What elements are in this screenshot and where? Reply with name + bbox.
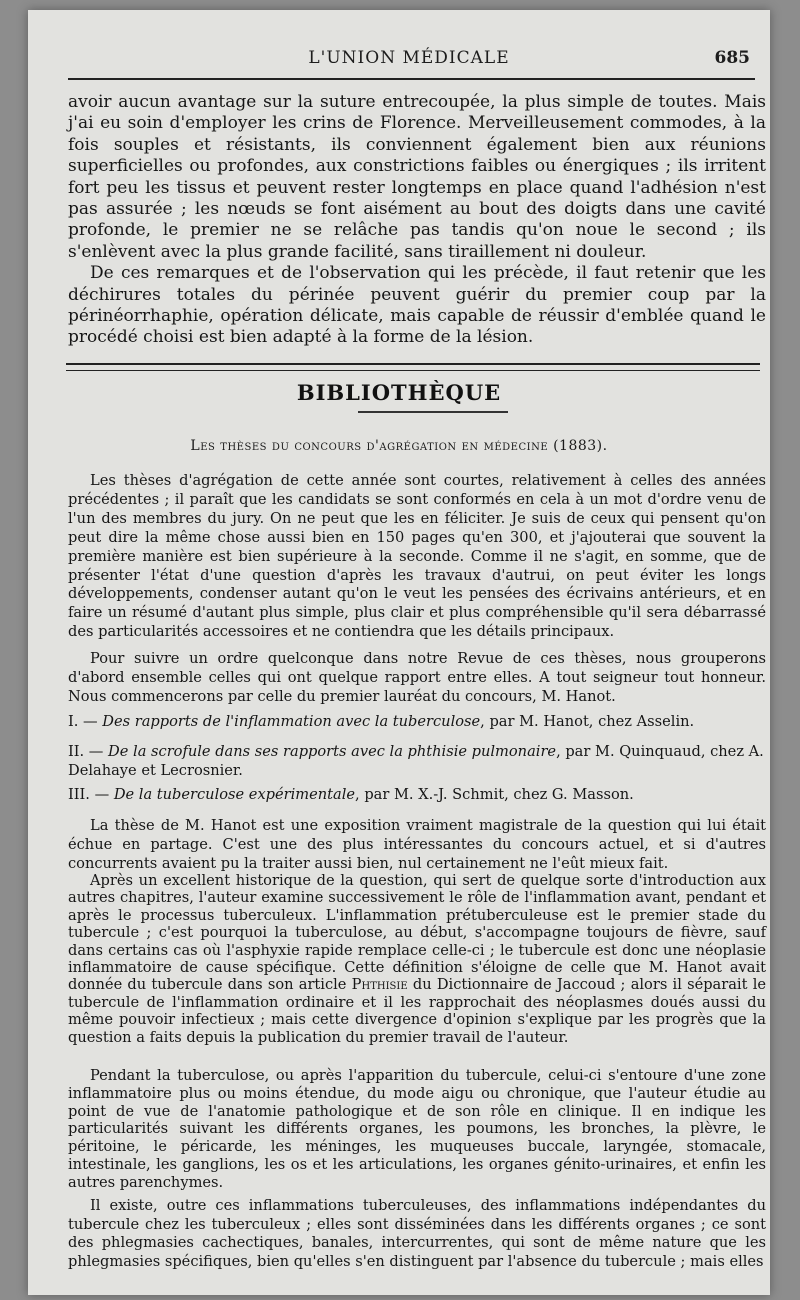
section-rule xyxy=(66,363,760,371)
header-rule xyxy=(68,78,755,80)
running-title: L'UNION MÉDICALE xyxy=(308,48,510,68)
thesis-number: I. — xyxy=(68,713,103,730)
thesis-details: , par M. X.-J. Schmit, chez G. Masson. xyxy=(355,786,634,803)
paragraph: avoir aucun avantage sur la suture entrecoupée, la plus simple de toutes. Mais j'ai eu soin d'employer les crins de Florence. Merveilleusement commodes, à la fois souples et résistants, ils conviennent également bien aux réunions superficielles ou profondes, aux constrictions faibles ou énergiques ; ils irritent fort peu les tissus et peuvent rester longtemps en place quand l'adhésion n'est pas assurée ; les nœuds se font aisément au bout des doigts dans une cavité profonde, le premier ne se relâche pas tandis qu'on noue le second ; ils s'enlèvent avec la plus grande facilité, sans tiraillement ni douleur. xyxy=(68,92,766,262)
paragraph: Les thèses d'agrégation de cette année sont courtes, relativement à celles des années précédentes ; il paraît que les candidats se sont conformés en cela à un mot d'ordre venu de l'un des membres du jury. On ne peut que les en féliciter. Je suis de ceux qui pensent qu'on peut dire la même chose aussi bien en 150 pages qu'en 300, et j'ajouterai que souvent la première manière est bien supérieure à la seconde. Comme il ne s'agit, en somme, que de présenter l'état d'une question d'après les travaux d'autrui, on peut éviter les longs développements, condenser autant qu'on le veut les pensées des écrivains antérieurs, et en faire un résumé d'autant plus simple, plus clair et plus compréhensible qu'il sera débarrassé des particularités accessoires et ne contiendra que les détails principaux. xyxy=(68,472,766,641)
paragraph xyxy=(68,872,766,1046)
page-header xyxy=(68,48,750,74)
paragraph: Il existe, outre ces inflammations tuberculeuses, des inflammations indépendantes du tubercule chez les tuberculeux ; elles sont disséminées dans les différents organes ; ce sont des phlegmasies cachectiques, banales, intercurrentes, qui sont de même nature que les phlegmasies spécifiques, bien qu'elles s'en distinguent par l'absence du tubercule ; mais elles xyxy=(68,1197,766,1270)
thesis-entry xyxy=(68,786,766,803)
paragraph-smallcaps: Phthisie xyxy=(351,976,408,994)
paragraph-text: du Dictionnaire de Jaccoud ; alors il séparait le tubercule de l'inflammation ordinaire et il les rapprochait des néoplasmes doués aussi du même pouvoir infectieux ; mais cette divergence d'opinion s'explique par les progrès que la question a faits depuis la publication du premier travail de l'auteur. xyxy=(68,976,766,1046)
page-number: 685 xyxy=(714,48,750,68)
article-end-text xyxy=(68,92,766,349)
thesis-title: De la scrofule dans ses rapports avec la phthisie pulmonaire xyxy=(108,743,557,760)
paragraph-text: Après un excellent historique de la question, qui sert de quelque sorte d'introduction aux autres chapitres, l'auteur examine successivement le rôle de l'inflammation avant, pendant et après le processus tuberculeux. L'inflammation prétuberculeuse est le premier stade du tubercule ; c'est pourquoi la tuberculose, au début, s'accompagne toujours de fièvre, sauf dans certains cas où l'asphyxie rapide remplace celle-ci ; le tubercule est donc une néoplasie inflammatoire de cause spécifique. Cette définition s'éloigne de celle que M. Hanot avait donnée du tubercule dans son article xyxy=(68,872,766,994)
thesis-title: De la tuberculose expérimentale xyxy=(113,786,356,803)
thesis-number: II. — xyxy=(68,743,109,760)
section-subtitle: Les thèses du concours d'agrégation en médecine (1883). xyxy=(190,438,608,454)
thesis-title: Des rapports de l'inflammation avec la tuberculose xyxy=(102,713,481,730)
section-title-underline xyxy=(358,411,508,413)
thesis-details: , par M. Quinquaud, chez A. Delahaye et Lecrosnier. xyxy=(68,743,764,779)
thesis-entry xyxy=(68,713,766,730)
paragraph: Pour suivre un ordre quelconque dans notre Revue de ces thèses, nous grouperons d'abord ensemble celles qui ont quelque rapport entre elles. A tout seigneur tout honneur. Nous commencerons par celle du premier lauréat du concours, M. Hanot. xyxy=(68,650,766,705)
thesis-entry xyxy=(68,742,766,780)
section-title: BIBLIOTHÈQUE xyxy=(296,380,502,405)
paragraph: Pendant la tuberculose, ou après l'apparition du tubercule, celui-ci s'entoure d'une zone inflammatoire plus ou moins étendue, du mode aigu ou chronique, que l'auteur étudie au point de vue de l'anatomie pathologique et de son rôle en clinique. Il en indique les particularités suivant les différents organes, les poumons, les bronches, la plèvre, le péritoine, le péricarde, les méninges, les muqueuses buccale, laryngée, stomacale, intestinale, les ganglions, les os et les articulations, les organes génito-urinaires, et enfin les autres parenchymes. xyxy=(68,1067,766,1191)
thesis-details: , par M. Hanot, chez Asselin. xyxy=(480,713,695,730)
paragraph: La thèse de M. Hanot est une exposition vraiment magistrale de la question qui lui était échue en partage. C'est une des plus intéressantes du concours actuel, et si d'autres concurrents avaient pu la traiter aussi bien, nul certainement ne l'eût mieux fait. xyxy=(68,817,766,872)
paragraph: De ces remarques et de l'observation qui les précède, il faut retenir que les déchirures totales du périnée peuvent guérir du premier coup par la périnéorrhaphie, opération délicate, mais capable de réussir d'emblée quand le procédé choisi est bien adapté à la forme de la lésion. xyxy=(68,263,766,348)
document-page xyxy=(28,10,770,1295)
thesis-number: III. — xyxy=(68,786,114,803)
